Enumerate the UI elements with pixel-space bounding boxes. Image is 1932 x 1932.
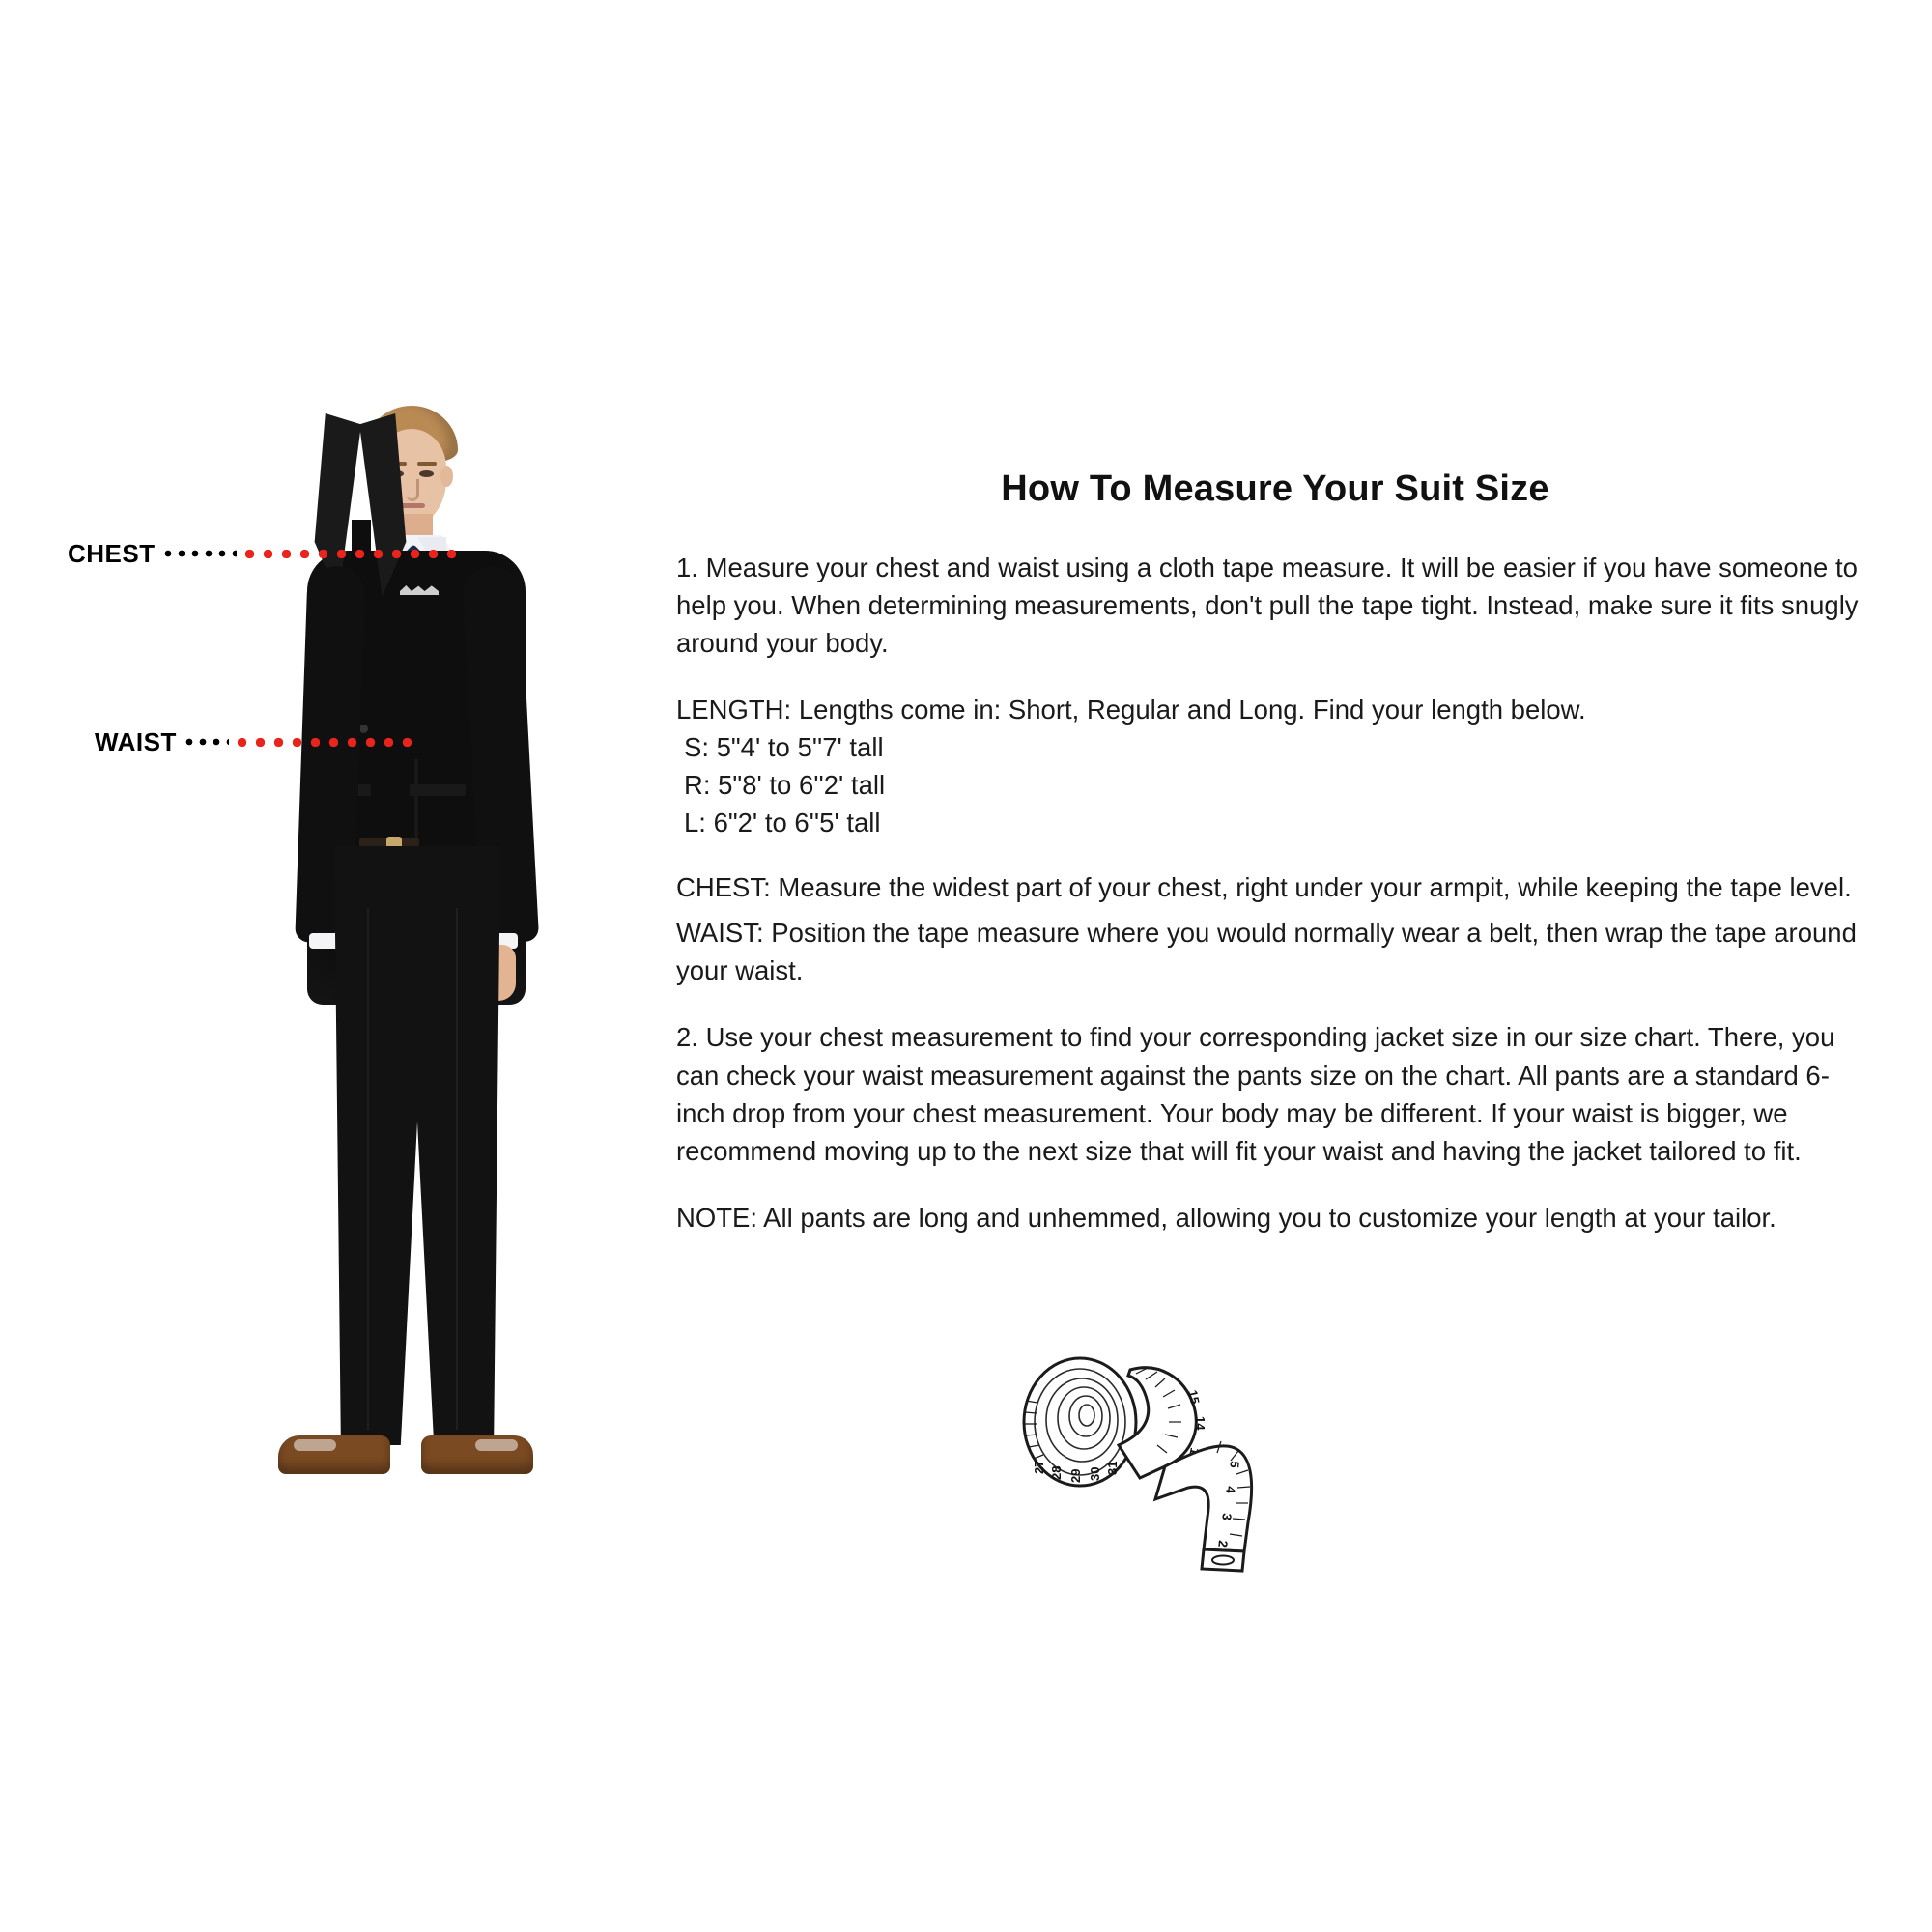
tape-number: 4: [1223, 1485, 1238, 1494]
pants-crease-left: [367, 908, 369, 1430]
model-diagram-panel: [68, 386, 696, 1594]
instruction-step-2: 2. Use your chest measurement to find your corresponding jacket size in our size chart. There, you can check your waist measurement against the pants size on the chart. All pants are a standard 6-inch drop from your chest measurement. Your body may be different. If your waist is bigger, we recommend moving up to the next size that will fit your waist and having the jacket tailored to fit.: [676, 1022, 1835, 1166]
list-item: L: 6"2' to 6''5' tall: [684, 808, 881, 838]
pants-crease-right: [456, 908, 458, 1430]
tape-measure-icon: [995, 1333, 1343, 1575]
waist-measure-line-icon: [233, 737, 418, 748]
tape-number: 2: [1215, 1539, 1231, 1548]
tape-number: 31: [1105, 1461, 1120, 1475]
chest-leader-dots-icon: [161, 550, 237, 557]
length-intro-text: LENGTH: Lengths come in: Short, Regular and Long. Find your length below.: [676, 695, 1586, 725]
tape-number: 30: [1088, 1466, 1102, 1481]
tape-number: 15: [1185, 1388, 1203, 1406]
tape-number: 5: [1227, 1460, 1242, 1469]
tape-number: 14: [1193, 1416, 1208, 1431]
tape-measure-illustration: [995, 1333, 1343, 1575]
jacket-pocket-right: [410, 784, 466, 796]
eye-right-shape: [419, 470, 434, 477]
waist-instruction-text: WAIST: Position the tape measure where you would normally wear a belt, then wrap the tape around your waist.: [676, 918, 1857, 986]
list-item: S: 5"4' to 5''7' tall: [684, 732, 884, 763]
length-options-list: [676, 728, 1874, 841]
waist-measurement-marker: [95, 726, 418, 756]
tape-number: 3: [1219, 1512, 1235, 1521]
chest-instruction-text: CHEST: Measure the widest part of your chest, right under your armpit, while keeping the tape level.: [676, 872, 1852, 903]
chest-marker-label: CHEST: [68, 538, 156, 568]
list-item: R: 5"8' to 6''2' tall: [684, 770, 886, 801]
instructions-panel: [676, 469, 1874, 1265]
shoe-right-highlight: [475, 1439, 518, 1451]
tape-roll-group: [1024, 1358, 1136, 1486]
tape-number: 28: [1049, 1465, 1064, 1480]
ear-right-shape: [440, 466, 453, 487]
tape-number: 29: [1068, 1468, 1083, 1483]
eyebrow-right-shape: [417, 462, 437, 466]
chest-measurement-marker: [68, 538, 463, 568]
note-text: NOTE: All pants are long and unhemmed, allowing you to customize your length at your tailor.: [676, 1202, 1776, 1233]
tape-number: 27: [1032, 1460, 1046, 1474]
waist-marker-label: WAIST: [95, 726, 177, 756]
pocket-square-shape: [400, 585, 439, 595]
shoe-left-highlight: [294, 1439, 336, 1451]
instruction-step-1: 1. Measure your chest and waist using a cloth tape measure. It will be easier if you have someone to help you. When determining measurements, don't pull the tape tight. Instead, make sure it fits snugly around your body.: [676, 553, 1859, 659]
chest-measure-line-icon: [241, 549, 463, 559]
tape-end-tab: [1202, 1549, 1244, 1571]
waist-leader-dots-icon: [183, 738, 229, 746]
nose-shape: [407, 479, 419, 501]
suit-pants-shape: [334, 846, 500, 1445]
page-title: How To Measure Your Suit Size: [1001, 469, 1549, 509]
suit-model-illustration: [251, 406, 599, 1565]
